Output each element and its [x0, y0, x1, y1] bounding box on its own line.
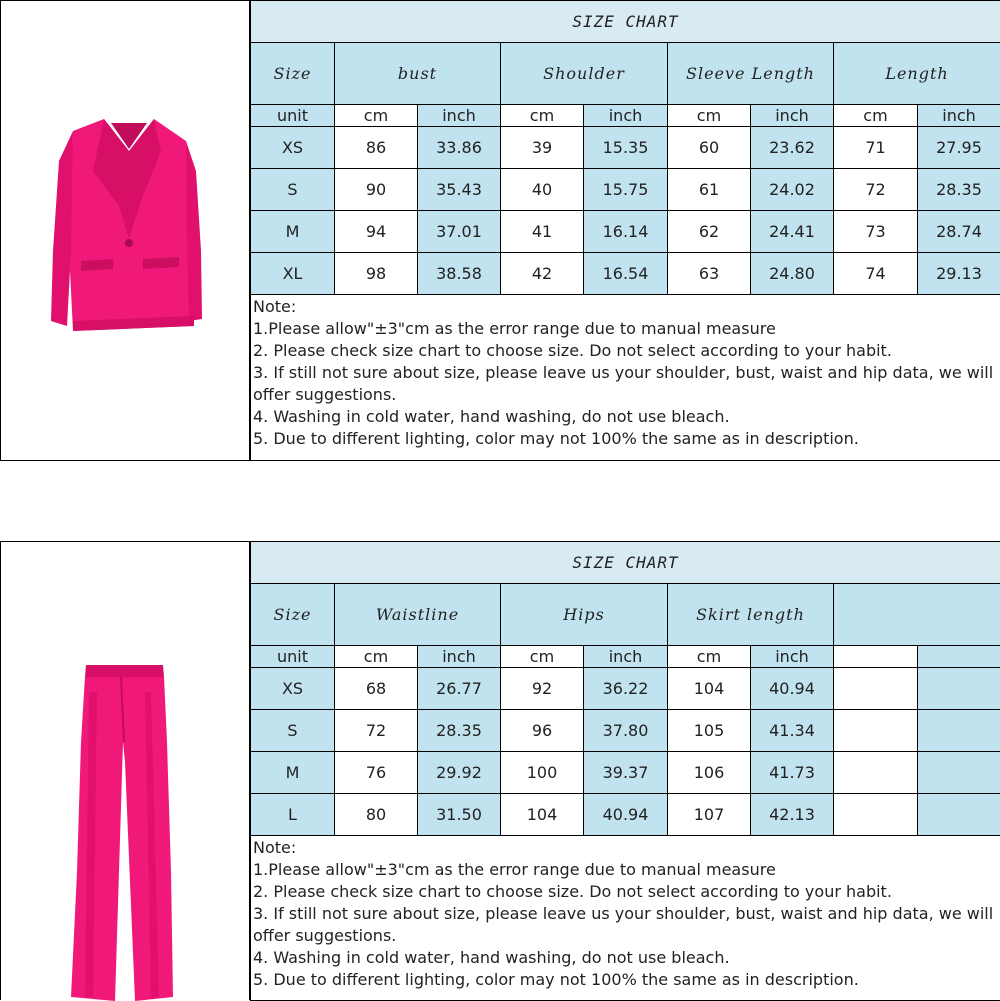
note-line: 1.Please allow"±3"cm as the error range due to manual measure: [253, 318, 998, 340]
empty-cell: [834, 668, 918, 710]
hips-inch-cell: 37.80: [584, 710, 668, 752]
length-inch-cell: 42.13: [751, 794, 834, 836]
pink-blazer-image: [1, 1, 251, 462]
shoulder-inch-cell: 15.75: [584, 169, 668, 211]
length-cm-cell: 106: [668, 752, 751, 794]
unit-cm: cm: [501, 646, 584, 668]
shoulder-inch-cell: 16.14: [584, 211, 668, 253]
shoulder-cm-cell: 40: [501, 169, 584, 211]
table-row: [251, 211, 1000, 253]
table-row: [251, 752, 1000, 794]
length-header: Length: [834, 43, 1000, 105]
bust-cm-cell: 90: [335, 169, 418, 211]
unit-cm: cm: [501, 105, 584, 127]
size-header: Size: [251, 43, 335, 105]
unit-cm: cm: [335, 646, 418, 668]
notes-label: Note:: [253, 296, 998, 318]
empty-cell: [918, 794, 1000, 836]
jacket-image-box: [0, 0, 250, 461]
note-line: 4. Washing in cold water, hand washing, do not use bleach.: [253, 406, 998, 428]
bust-cm-cell: 94: [335, 211, 418, 253]
sleeve-inch-cell: 24.80: [751, 253, 834, 295]
table-row: [251, 794, 1000, 836]
length-inch-cell: 28.35: [918, 169, 1000, 211]
sleeve-cm-cell: 61: [668, 169, 751, 211]
empty-cell: [918, 752, 1000, 794]
size-cell: S: [251, 169, 335, 211]
shoulder-cm-cell: 42: [501, 253, 584, 295]
shoulder-cm-cell: 39: [501, 127, 584, 169]
waist-inch-cell: 26.77: [418, 668, 501, 710]
sleeve-cm-cell: 60: [668, 127, 751, 169]
hips-cm-cell: 100: [501, 752, 584, 794]
jacket-size-panel: [0, 0, 1000, 461]
size-cell: XL: [251, 253, 335, 295]
length-inch-cell: 29.13: [918, 253, 1000, 295]
pants-chart-title: SIZE CHART: [251, 542, 1000, 584]
hips-header: Hips: [501, 584, 668, 646]
note-line: 1.Please allow"±3"cm as the error range due to manual measure: [253, 859, 998, 881]
waist-inch-cell: 28.35: [418, 710, 501, 752]
length-inch-cell: 41.73: [751, 752, 834, 794]
note-line: 2. Please check size chart to choose size. Do not select according to your habit.: [253, 340, 998, 362]
note-line: 3. If still not sure about size, please leave us your shoulder, bust, waist and hip data, we will offer suggestions.: [253, 362, 998, 406]
table-row: [251, 668, 1000, 710]
table-row: [251, 169, 1000, 211]
length-cm-cell: 104: [668, 668, 751, 710]
waist-cm-cell: 68: [335, 668, 418, 710]
empty-cell: [834, 794, 918, 836]
shoulder-header: Shoulder: [501, 43, 668, 105]
size-header: Size: [251, 584, 335, 646]
unit-inch: inch: [918, 105, 1000, 127]
size-cell: M: [251, 211, 335, 253]
waist-cm-cell: 76: [335, 752, 418, 794]
sleeve-inch-cell: 24.41: [751, 211, 834, 253]
jacket-size-table: [250, 0, 1000, 461]
unit-cm: cm: [668, 646, 751, 668]
waist-inch-cell: 29.92: [418, 752, 501, 794]
size-cell: L: [251, 794, 335, 836]
length-cm-cell: 72: [834, 169, 918, 211]
waist-cm-cell: 72: [335, 710, 418, 752]
bust-inch-cell: 38.58: [418, 253, 501, 295]
notes-label: Note:: [253, 837, 998, 859]
unit-label: unit: [251, 646, 335, 668]
sleeve-length-header: Sleeve Length: [668, 43, 834, 105]
hips-cm-cell: 104: [501, 794, 584, 836]
shoulder-inch-cell: 15.35: [584, 127, 668, 169]
waist-inch-cell: 31.50: [418, 794, 501, 836]
hips-inch-cell: 40.94: [584, 794, 668, 836]
length-cm-cell: 71: [834, 127, 918, 169]
note-line: 5. Due to different lighting, color may not 100% the same as in description.: [253, 969, 998, 991]
skirt-length-header: Skirt length: [668, 584, 834, 646]
note-line: 5. Due to different lighting, color may not 100% the same as in description.: [253, 428, 998, 450]
unit-inch: inch: [751, 646, 834, 668]
length-inch-cell: 40.94: [751, 668, 834, 710]
bust-cm-cell: 86: [335, 127, 418, 169]
length-inch-cell: 28.74: [918, 211, 1000, 253]
length-cm-cell: 105: [668, 710, 751, 752]
sleeve-cm-cell: 63: [668, 253, 751, 295]
sleeve-inch-cell: 24.02: [751, 169, 834, 211]
jacket-chart-title: SIZE CHART: [251, 1, 1000, 43]
size-cell: XS: [251, 127, 335, 169]
unit-cm: cm: [668, 105, 751, 127]
sleeve-inch-cell: 23.62: [751, 127, 834, 169]
unit-cm: cm: [335, 105, 418, 127]
unit-inch: inch: [584, 646, 668, 668]
pants-size-panel: [0, 541, 1000, 1000]
unit-inch: inch: [418, 105, 501, 127]
length-cm-cell: 73: [834, 211, 918, 253]
empty-cell: [918, 668, 1000, 710]
empty-cell: [918, 646, 1000, 668]
unit-inch: inch: [751, 105, 834, 127]
hips-cm-cell: 92: [501, 668, 584, 710]
waist-cm-cell: 80: [335, 794, 418, 836]
pants-notes: [251, 836, 1000, 1001]
note-line: 2. Please check size chart to choose size. Do not select according to your habit.: [253, 881, 998, 903]
empty-cell: [834, 710, 918, 752]
unit-inch: inch: [584, 105, 668, 127]
unit-inch: inch: [418, 646, 501, 668]
hips-inch-cell: 36.22: [584, 668, 668, 710]
bust-inch-cell: 35.43: [418, 169, 501, 211]
pants-size-table: [250, 541, 1000, 1001]
pants-image-box: [0, 541, 250, 1000]
size-cell: XS: [251, 668, 335, 710]
jacket-notes: [251, 295, 1000, 461]
note-line: 4. Washing in cold water, hand washing, do not use bleach.: [253, 947, 998, 969]
unit-label: unit: [251, 105, 335, 127]
sleeve-cm-cell: 62: [668, 211, 751, 253]
length-cm-cell: 107: [668, 794, 751, 836]
hips-cm-cell: 96: [501, 710, 584, 752]
note-line: 3. If still not sure about size, please leave us your shoulder, bust, waist and hip data, we will offer suggestions.: [253, 903, 998, 947]
table-row: [251, 127, 1000, 169]
table-row: [251, 253, 1000, 295]
size-cell: M: [251, 752, 335, 794]
table-row: [251, 710, 1000, 752]
length-inch-cell: 27.95: [918, 127, 1000, 169]
empty-cell: [834, 752, 918, 794]
pink-trousers-image: [1, 542, 251, 1001]
length-inch-cell: 41.34: [751, 710, 834, 752]
bust-cm-cell: 98: [335, 253, 418, 295]
unit-cm: cm: [834, 105, 918, 127]
bust-inch-cell: 37.01: [418, 211, 501, 253]
empty-cell: [834, 646, 918, 668]
bust-header: bust: [335, 43, 501, 105]
hips-inch-cell: 39.37: [584, 752, 668, 794]
shoulder-cm-cell: 41: [501, 211, 584, 253]
length-cm-cell: 74: [834, 253, 918, 295]
empty-cell: [918, 710, 1000, 752]
empty-header: [834, 584, 1000, 646]
bust-inch-cell: 33.86: [418, 127, 501, 169]
size-cell: S: [251, 710, 335, 752]
shoulder-inch-cell: 16.54: [584, 253, 668, 295]
waistline-header: Waistline: [335, 584, 501, 646]
